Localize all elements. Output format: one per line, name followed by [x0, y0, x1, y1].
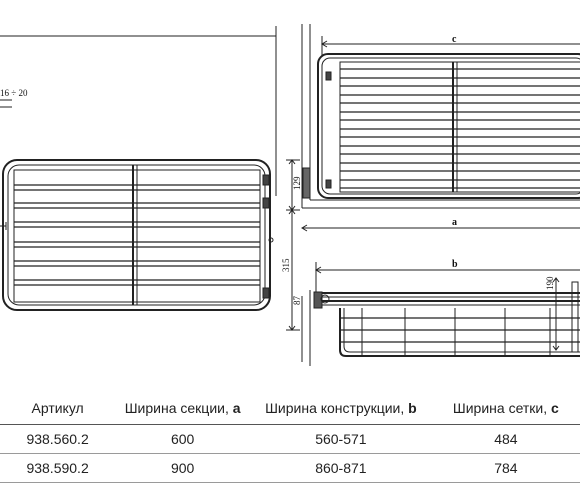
cell-article: 938.560.2 [0, 425, 115, 454]
header-suffix: c [551, 400, 559, 416]
header-construction-width [250, 392, 432, 425]
header-article [0, 392, 115, 425]
left-basket [3, 160, 273, 310]
cell-construction-width: 860-871 [250, 454, 432, 483]
header-text: Ширина секции, [124, 400, 233, 416]
dim-label-87: 87 [292, 296, 302, 305]
header-text: Артикул [31, 400, 84, 416]
header-grid-width [432, 392, 580, 425]
header-section-width [115, 392, 250, 425]
table-row [0, 454, 580, 483]
dim-label-16-20: 16 ÷ 20 [0, 88, 28, 98]
dim-label-315: 315 [281, 258, 291, 272]
bottom-right-view [302, 262, 580, 366]
cell-grid-width: 484 [432, 425, 580, 454]
cell-article: 938.590.2 [0, 454, 115, 483]
header-text: Ширина сетки, [452, 400, 552, 416]
dim-label-b: b [452, 259, 458, 270]
table-header-row [0, 392, 580, 425]
cell-section-width: 900 [115, 454, 250, 483]
cell-section-width: 600 [115, 425, 250, 454]
table-row [0, 425, 580, 454]
dim-label-c: c [452, 34, 457, 45]
dim-label-a: a [452, 217, 457, 228]
dim-label-190: 190 [545, 276, 555, 290]
header-text: Ширина конструкции, [265, 400, 409, 416]
spec-table [0, 392, 580, 483]
dim-label-129: 129 [292, 176, 302, 190]
header-suffix: a [232, 400, 241, 416]
cell-grid-width: 784 [432, 454, 580, 483]
header-suffix: b [408, 400, 417, 416]
cell-construction-width: 560-571 [250, 425, 432, 454]
top-right-view [302, 24, 580, 231]
